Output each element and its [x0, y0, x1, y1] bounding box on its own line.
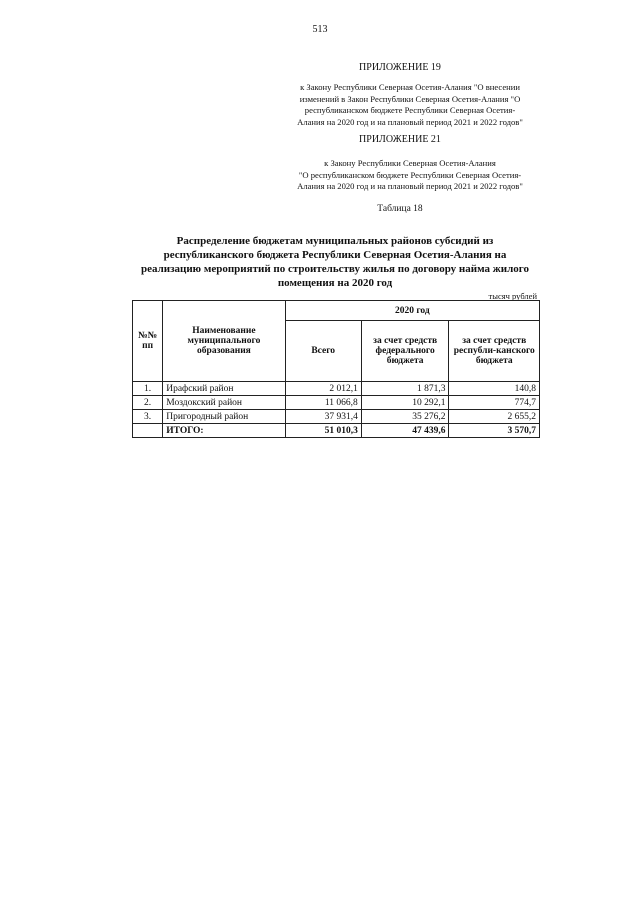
row-republic: 774,7	[449, 396, 540, 410]
appendix-19-line: к Закону Республики Северная Осетия-Алания "О внесении	[300, 82, 520, 92]
appendix-21-line: Алания на 2020 год и на плановый период 2021 и 2022 годов"	[297, 181, 523, 191]
row-federal: 10 292,1	[361, 396, 449, 410]
subsidy-table	[132, 300, 540, 438]
table-row	[133, 410, 540, 424]
table-row	[133, 396, 540, 410]
row-republic: 140,8	[449, 382, 540, 396]
totals-label: ИТОГО:	[163, 424, 285, 438]
title-line: реализацию мероприятий по строительству жилья по договору найма жилого	[140, 263, 529, 275]
row-num: 1.	[133, 382, 163, 396]
title-line: помещения на 2020 год	[277, 277, 393, 289]
totals-federal: 47 439,6	[361, 424, 449, 438]
title-line: республиканского бюджета Республики Северная Осетия-Алания на	[163, 249, 507, 261]
row-total: 11 066,8	[285, 396, 361, 410]
totals-row	[133, 424, 540, 438]
row-republic: 2 655,2	[449, 410, 540, 424]
row-federal: 1 871,3	[361, 382, 449, 396]
appendix-19-label: ПРИЛОЖЕНИЕ 19	[359, 62, 441, 73]
row-num: 3.	[133, 410, 163, 424]
header-republic: за счет средств республи-канского бюджета	[449, 321, 540, 382]
unit-label: тысяч рублей	[488, 291, 537, 301]
row-name: Ирафский район	[163, 382, 285, 396]
appendix-19-line: республиканском бюджете Республики Северная Осетия-	[304, 105, 516, 115]
appendix-21-label: ПРИЛОЖЕНИЕ 21	[359, 134, 441, 145]
document-title	[132, 234, 538, 290]
table-row	[133, 382, 540, 396]
row-name: Пригородный район	[163, 410, 285, 424]
page-number: 513	[312, 24, 328, 35]
totals-num-cell	[133, 424, 163, 438]
header-total: Всего	[285, 321, 361, 382]
appendix-19-line: изменений в Закон Республики Северная Осетия-Алания "О	[299, 93, 521, 104]
totals-total: 51 010,3	[285, 424, 361, 438]
row-total: 2 012,1	[285, 382, 361, 396]
header-year: 2020 год	[285, 301, 539, 321]
table-label: Таблица 18	[377, 204, 423, 214]
row-federal: 35 276,2	[361, 410, 449, 424]
appendix-21-line: "О республиканском бюджете Республики Северная Осетия-	[298, 169, 522, 180]
header-name: Наименование муниципального образования	[163, 301, 285, 382]
row-num: 2.	[133, 396, 163, 410]
title-line: Распределение бюджетам муниципальных районов субсидий из	[176, 235, 494, 247]
appendix-21-line: к Закону Республики Северная Осетия-Алания	[324, 158, 496, 168]
row-name: Моздокский район	[163, 396, 285, 410]
appendix-19-text	[284, 82, 536, 128]
totals-republic: 3 570,7	[449, 424, 540, 438]
row-total: 37 931,4	[285, 410, 361, 424]
header-num: №№ пп	[133, 301, 163, 382]
appendix-19-line: Алания на 2020 год и на плановый период 2021 и 2022 годов"	[297, 116, 523, 127]
header-federal: за счет средств федерального бюджета	[361, 321, 449, 382]
appendix-21-text	[284, 158, 536, 193]
